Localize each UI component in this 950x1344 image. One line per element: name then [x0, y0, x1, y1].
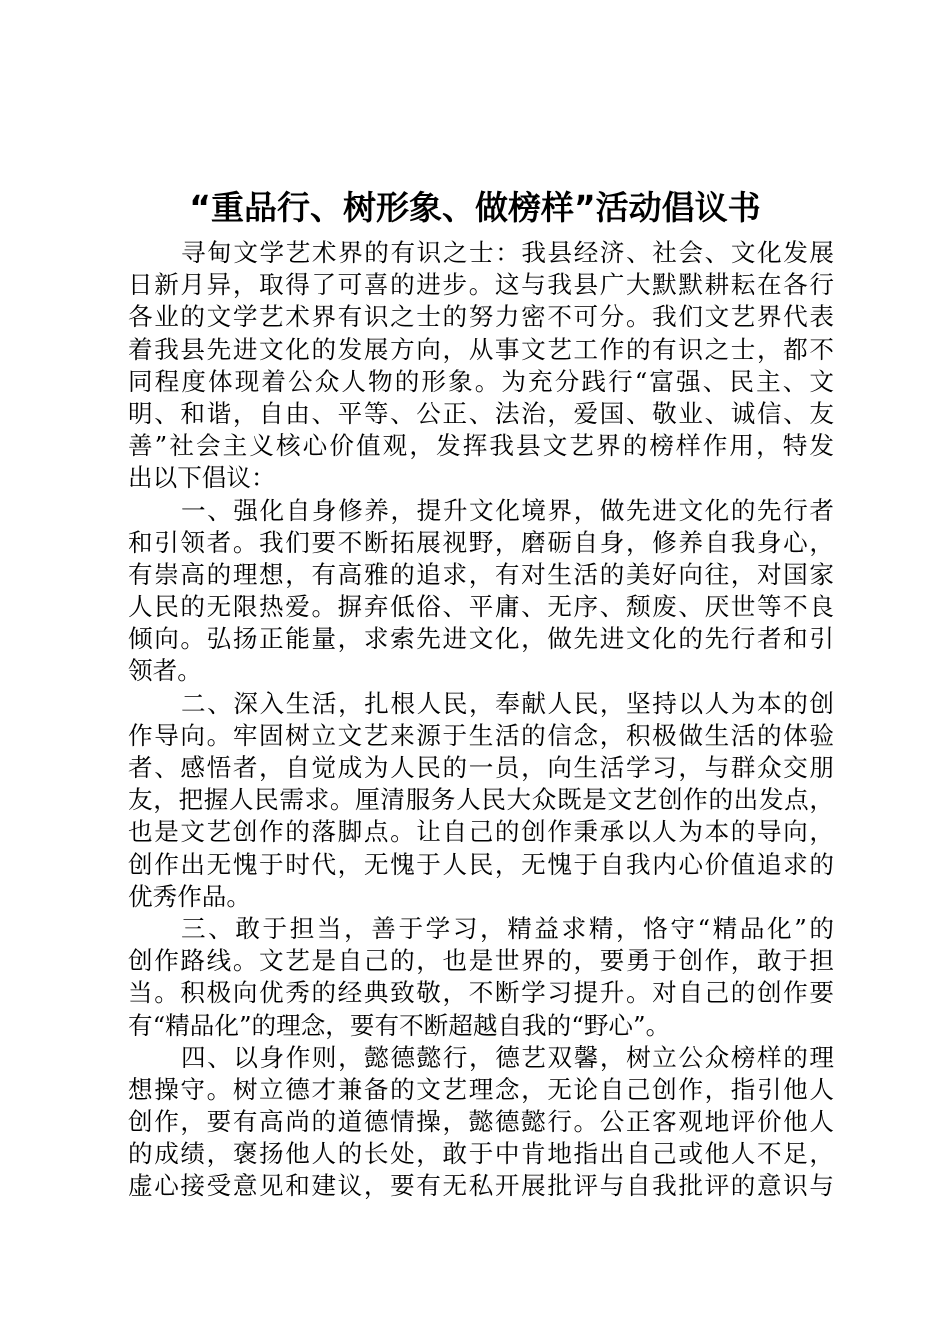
- text-line: 也是文艺创作的落脚点。让自己的创作秉承以人为本的导向，: [128, 817, 834, 847]
- text-line: 创作路线。文艺是自己的，也是世界的，要勇于创作，敢于担: [128, 946, 834, 976]
- text-line: 创作，要有高尚的道德情操，懿德懿行。公正客观地评价他人: [128, 1107, 834, 1137]
- text-line: 者、感悟者，自觉成为人民的一员，向生活学习，与群众交朋: [128, 753, 834, 782]
- text-line: 日新月异，取得了可喜的进步。这与我县广大默默耕耘在各行: [128, 270, 834, 300]
- text-line: 明、和谐，自由、平等、公正、法治，爱国、敬业、诚信、友: [128, 398, 834, 428]
- text-line: 的成绩，褒扬他人的长处，敢于中肯地指出自己或他人不足，: [128, 1139, 834, 1169]
- text-line: 二、深入生活，扎根人民，奉献人民，坚持以人为本的创: [181, 688, 834, 718]
- document-body: [128, 237, 834, 1203]
- text-line: 各业的文学艺术界有识之士的努力密不可分。我们文艺界代表: [128, 302, 834, 332]
- text-line: 人民的无限热爱。摒弃低俗、平庸、无序、颓废、厌世等不良: [128, 592, 834, 622]
- text-line: 当。积极向优秀的经典致敬，不断学习提升。对自己的创作要: [128, 978, 834, 1008]
- text-line: 虚心接受意见和建议，要有无私开展批评与自我批评的意识与: [128, 1171, 834, 1201]
- text-line: 作导向。牢固树立文艺来源于生活的信念，积极做生活的体验: [128, 720, 834, 750]
- paragraph-four: [128, 1042, 834, 1203]
- text-line: 优秀作品。: [128, 881, 251, 911]
- paragraph-one: [128, 495, 834, 688]
- text-line: 有“精品化”的理念，要有不断超越自我的“野心”。: [128, 1010, 671, 1040]
- text-line: 着我县先进文化的发展方向，从事文艺工作的有识之士，都不: [128, 334, 834, 364]
- paragraph-intro: [128, 237, 834, 495]
- text-line: 寻甸文学艺术界的有识之士：我县经济、社会、文化发展: [181, 238, 834, 267]
- text-line: 有崇高的理想，有高雅的追求，有对生活的美好向往，对国家: [128, 559, 834, 589]
- text-line: 领者。: [128, 656, 202, 686]
- text-line: 友，把握人民需求。厘清服务人民大众既是文艺创作的出发点，: [128, 785, 834, 815]
- text-line: 倾向。弘扬正能量，求索先进文化，做先进文化的先行者和引: [128, 624, 834, 654]
- text-line: 出以下倡议：: [128, 463, 276, 493]
- text-line: 和引领者。我们要不断拓展视野，磨砺自身，修养自我身心，: [128, 527, 834, 557]
- paragraph-three: [128, 913, 834, 1042]
- text-line: 同程度体现着公众人物的形象。为充分践行“富强、民主、文: [128, 366, 834, 396]
- document-title: “重品行、树形象、做榜样”活动倡议书: [189, 188, 761, 227]
- text-line: 三、敢于担当，善于学习，精益求精，恪守“精品化”的: [181, 913, 834, 943]
- text-line: 四、以身作则，懿德懿行，德艺双馨，树立公众榜样的理: [181, 1042, 834, 1072]
- text-line: 一、强化自身修养，提升文化境界，做先进文化的先行者: [181, 495, 834, 525]
- text-line: 想操守。树立德才兼备的文艺理念，无论自己创作，指引他人: [128, 1074, 834, 1104]
- paragraph-two: [128, 688, 834, 913]
- text-line: 善”社会主义核心价值观，发挥我县文艺界的榜样作用，特发: [128, 431, 834, 461]
- text-line: 创作出无愧于时代，无愧于人民，无愧于自我内心价值追求的: [128, 849, 834, 879]
